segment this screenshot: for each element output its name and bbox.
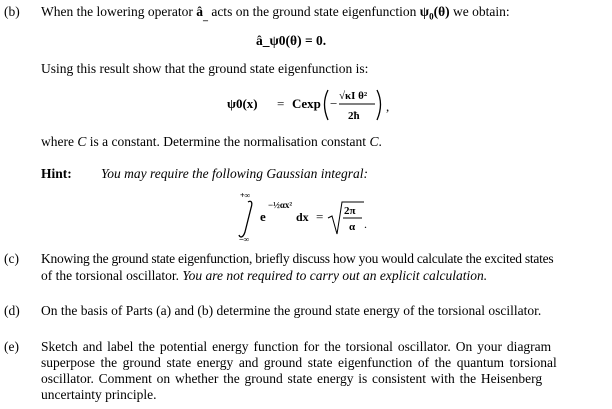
integral-dx: dx	[296, 210, 309, 224]
part-e-line4: uncertainty principle.	[41, 387, 157, 402]
part-b-intro-before: When the lowering operator	[41, 4, 193, 19]
integral-rhs-numerator: 2π	[344, 205, 356, 217]
eq2-numerator: √κI θ²	[339, 90, 368, 102]
integral-sign	[239, 201, 252, 237]
part-e-line3: oscillator. Comment on whether the ground state energy is consistent with the Heisenberg	[41, 371, 543, 386]
part-b-intro-middle: acts on the ground state eigenfunction	[211, 4, 417, 19]
left-paren	[325, 90, 329, 120]
part-b-intro	[41, 4, 510, 26]
part-d-text: On the basis of Parts (a) and (b) determine the ground state energy of the torsional oscillator.	[41, 303, 542, 318]
part-b-instruction: Using this result show that the ground state eigenfunction is:	[41, 61, 369, 76]
hint-label: Hint:	[41, 166, 72, 181]
eq2-cexp: Cexp	[292, 96, 321, 111]
eq2-lhs: ψ0(x)	[227, 96, 258, 111]
eq2-denominator: 2ħ	[348, 110, 360, 122]
part-d-label: (d)	[4, 303, 20, 318]
right-paren	[377, 90, 381, 120]
part-e-label: (e)	[4, 339, 19, 354]
hint-text: You may require the following Gaussian integral:	[101, 166, 369, 181]
ground-state-eigenfunction-equation	[215, 80, 415, 128]
part-b-where-line: where C is a constant. Determine the normalisation constant C.	[41, 134, 382, 149]
part-c-line2: of the torsional oscillator. You are not required to carry out an explicit calculation.	[41, 268, 488, 283]
part-e-line2: superpose the ground state energy and ground state eigenfunction of the quantum torsional	[41, 355, 557, 370]
integral-equals: =	[316, 209, 324, 224]
integral-exponent: −½αx²	[268, 200, 293, 210]
part-c-line1: Knowing the ground state eigenfunction, briefly discuss how you would calculate the excited states	[41, 251, 554, 266]
eq2-equals: =	[277, 96, 285, 111]
part-e-line1: Sketch and label the potential energy function for the torsional oscillator. On your diagram	[41, 339, 552, 354]
eq2-minus: −	[330, 96, 338, 111]
eq2-comma: ,	[386, 99, 390, 114]
integral-lower-limit: −∞	[239, 235, 250, 244]
integral-period: .	[364, 217, 367, 231]
lowering-operator-symbol: $â_{\_}$	[196, 4, 208, 23]
integral-upper-limit: +∞	[240, 191, 251, 200]
integral-rhs-denominator: α	[349, 221, 356, 233]
part-c-label: (c)	[4, 251, 19, 266]
part-b-intro-after: we obtain:	[453, 4, 510, 19]
equation-lowering-result: â_ψ0(θ) = 0.	[256, 33, 327, 48]
integral-e: e	[260, 209, 266, 224]
part-b-label: (b)	[4, 4, 20, 19]
psi-zero-symbol: $\psi_0(\theta)$	[419, 4, 450, 22]
gaussian-integral	[232, 188, 382, 244]
